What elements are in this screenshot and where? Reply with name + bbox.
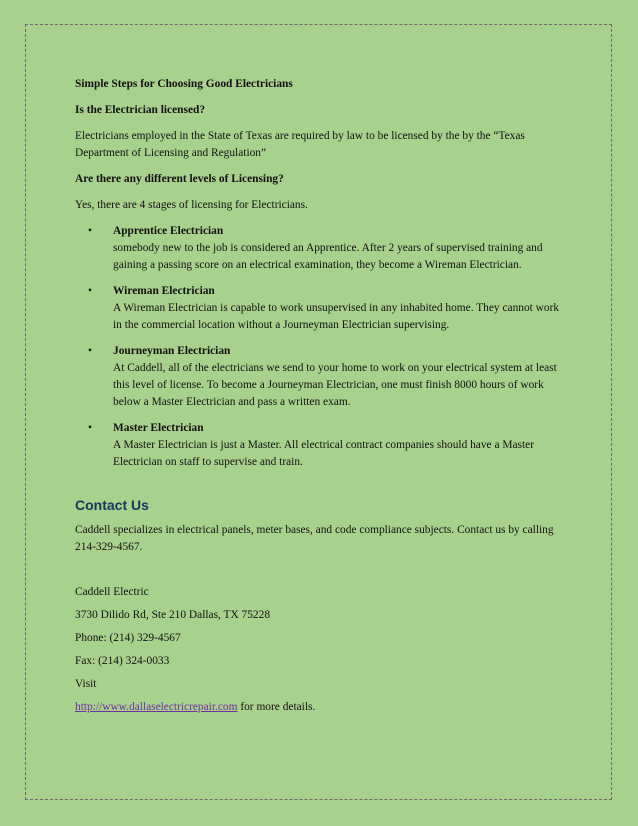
visit-label: Visit (75, 678, 97, 690)
list-item-text: A Wireman Electrician is capable to work unsupervised in any inhabited home. They cannot work in the commercial location without a Journeyman Electrician supervising. (113, 302, 560, 331)
list-item-heading: Apprentice Electrician (113, 225, 224, 237)
list-item-text: At Caddell, all of the electricians we send to your home to work on your electrical system at least this level of license. To become a Journeyman Electrician, one must finish 8000 hours of work below a Master Electrician and pass a written exam. (113, 362, 557, 408)
company-phone: Phone: (214) 329-4567 (75, 632, 181, 644)
list-item-heading: Wireman Electrician (113, 285, 215, 297)
contact-details (75, 584, 570, 716)
question-licensed: Is the Electrician licensed? (75, 104, 206, 116)
doc-title: Simple Steps for Choosing Good Electricians (75, 78, 293, 90)
list-item-heading: Journeyman Electrician (113, 345, 231, 357)
contact-description: Caddell specializes in electrical panels, meter bases, and code compliance subjects. Contact us by calling 214-329-4567. (75, 524, 554, 553)
question-levels: Are there any different levels of Licensing? (75, 173, 284, 185)
answer-licensed: Electricians employed in the State of Texas are required by law to be licensed by the by the “Texas Department of Licensing and Regulation” (75, 130, 525, 159)
list-item (75, 283, 570, 334)
website-suffix: for more details. (237, 701, 316, 713)
list-item-heading: Master Electrician (113, 422, 204, 434)
list-item (75, 420, 570, 471)
bullet-icon: • (88, 422, 92, 434)
answer-levels: Yes, there are 4 stages of licensing for Electricians. (75, 199, 308, 211)
list-item-text: somebody new to the job is considered an Apprentice. After 2 years of supervised training and gaining a passing score on an electrical examination, they become a Wireman Electrician. (113, 242, 543, 271)
company-fax: Fax: (214) 324-0033 (75, 655, 170, 667)
bullet-icon: • (88, 285, 92, 297)
company-name: Caddell Electric (75, 586, 149, 598)
list-item-text: A Master Electrician is just a Master. All electrical contract companies should have a Master Electrician on staff to supervise and train. (113, 439, 534, 468)
bullet-icon: • (88, 345, 92, 357)
contact-heading: Contact Us (75, 497, 149, 513)
document-body (75, 76, 570, 722)
company-address: 3730 Dilido Rd, Ste 210 Dallas, TX 75228 (75, 609, 271, 621)
website-line (75, 699, 570, 716)
list-item (75, 343, 570, 411)
website-link[interactable]: http://www.dallaselectricrepair.com (75, 701, 238, 713)
list-item (75, 223, 570, 274)
license-levels-list (75, 223, 570, 471)
bullet-icon: • (88, 225, 92, 237)
